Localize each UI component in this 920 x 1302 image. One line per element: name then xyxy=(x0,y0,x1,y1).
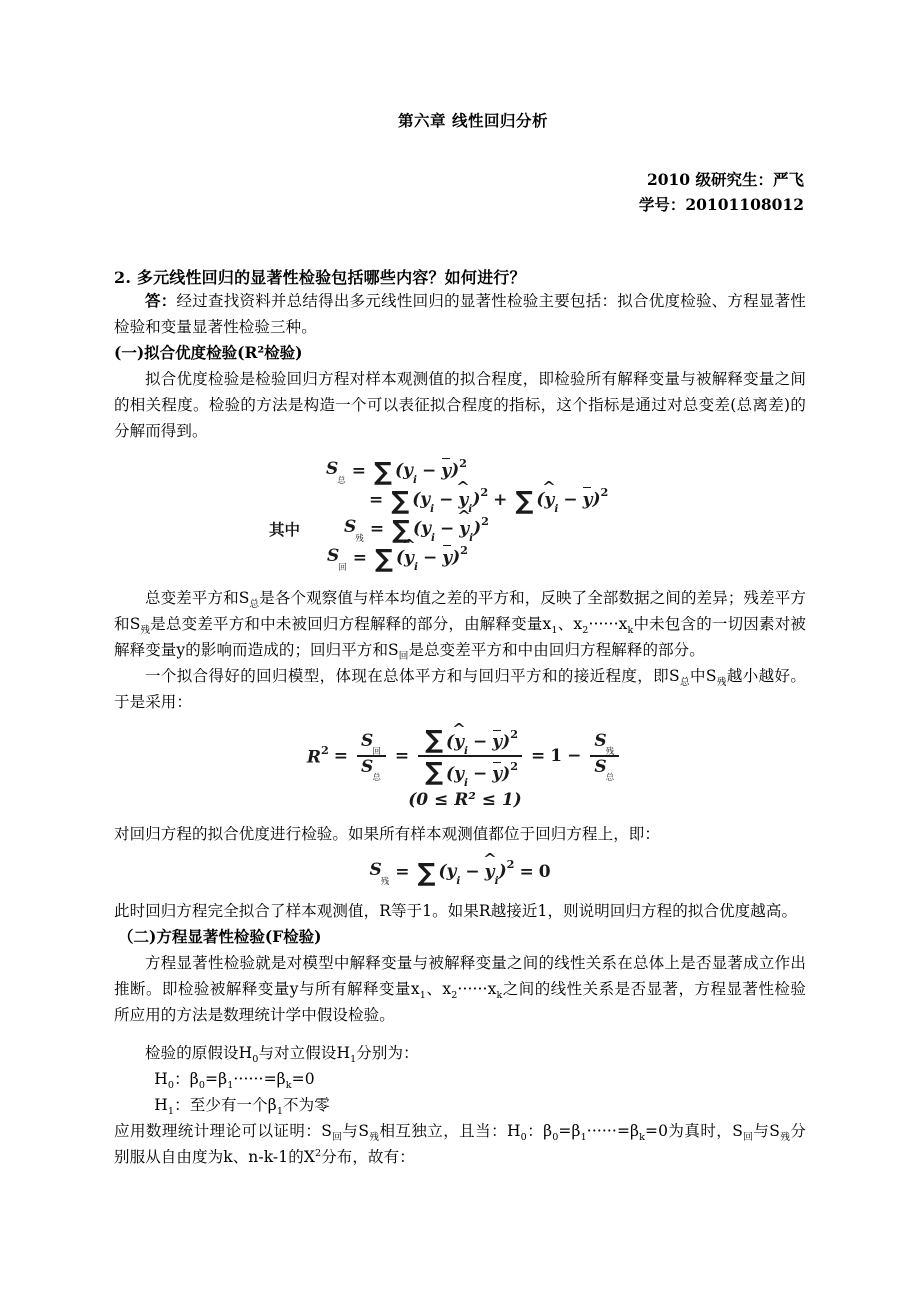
hypothesis-alt-line: $H_1$：至少有一个$\beta_1$不为零 xyxy=(154,1096,330,1118)
section-one-paragraph-1: 拟合优度检验是检验回归方程对样本观测值的拟合程度，即检验所有解释变量与被解释变量之间的相关程度。检验的方法是构造一个可以表征拟合程度的指标，这个指标是通过对总变差(总离差)的分解而得到。 xyxy=(114,370,806,440)
sigma-icon: ∑ xyxy=(375,544,393,573)
formula-label-qizhong: 其中 xyxy=(269,520,301,539)
fraction-sreg-over-stot: $\frac{S_回}{S_总}$ xyxy=(357,732,386,780)
r-squared-symbol: $R^2$ xyxy=(306,743,329,768)
sigma-icon: ∑ xyxy=(392,515,411,544)
sigma-icon: ∑ xyxy=(391,486,410,515)
formula-decomposition: $S_总$ = ∑ $(y_i - y)^2$ = ∑ ($y_i$ − ^ $y_i)^2$ + ∑ (^ $y_i - y)^2$ 其中 $S_残$ = ∑ ($y_i$ − ^ $y_i)^2$ $S_回$ = ∑ (^ $y_i - y)^2$ xyxy=(114,456,806,572)
formula-s-regression-lhs: $S_回$ xyxy=(327,546,347,573)
page-title: 第六章 线性回归分析 xyxy=(398,111,548,130)
sigma-icon: ∑ xyxy=(425,756,444,786)
answer-paragraph xyxy=(114,288,806,340)
author-meta-block xyxy=(114,167,806,217)
fraction-sum-over-sum: $\frac{\sum (\^{} y_i - y)^2}{\sum (y_i - y)^2}$ xyxy=(418,726,522,787)
sigma-icon: ∑ xyxy=(417,858,436,887)
r-squared-range: (0 ≤ R² ≤ 1) xyxy=(408,790,522,810)
section-one-paragraph-3: 一个拟合得好的回归模型，体现在总体平方和与回归平方和的接近程度，即$S_总$中$S_残$越小越好。于是采用： xyxy=(114,667,806,711)
sigma-icon: ∑ xyxy=(515,486,534,515)
formula-residual-zero: $S_残$ = ∑ ($y_i$ − ^ $y_i)^2$ = 0 xyxy=(114,857,806,886)
section-two-heading: （二)方程显著性检验(F检验) xyxy=(118,927,322,946)
student-id: 学号：20101108012 xyxy=(638,195,804,214)
section-one-paragraph-2: 总变差平方和$S_总$是各个观察值与样本均值之差的平方和，反映了全部数据之间的差异；残差平方和$S_残$是总变差平方和中未被回归方程解释的部分，由解释变量$x_1$、$x_2\cdot\cdot\cdot\cdot\cdot\cdot x_k$中未包含的一切因素对被解释变量y的影响而造成的；回归平方和$S_回$是总变差平方和中由回归方程解释的部分。 xyxy=(114,589,806,663)
formula-r-squared: $R^2$ = $\frac{S_回}{S_总}$ = $\frac{\sum (\^{} y_i - y)^2}{\sum (y_i - y)^2}$ = 1 − $\frac{S_残}{S_总}$ (0 ≤ R² ≤ 1) xyxy=(114,725,806,813)
fraction-sres-over-stot: $\frac{S_残}{S_总}$ xyxy=(590,732,619,780)
formula-s-total-lhs: $S_总$ xyxy=(326,459,346,486)
sigma-icon: ∑ xyxy=(374,457,392,486)
question-heading: 2. 多元线性回归的显著性检验包括哪些内容？如何进行？ xyxy=(114,268,526,287)
section-two-closing-paragraph: 应用数理统计理论可以证明：$S_回$与$S_残$相互独立，且当：$H_0$：$\beta_0=\beta_1\cdot\cdot\cdot\cdot\cdot\cdot=\beta_k=0$为真时，$S_回$与$S_残$分别服从自由度为k、n-k-1的$X^2$分布，故有： xyxy=(114,1122,806,1166)
sigma-icon: ∑ xyxy=(425,724,444,754)
section-one-paragraph-4: 对回归方程的拟合优度进行检验。如果所有样本观测值都位于回归方程上，即： xyxy=(114,825,661,843)
section-two-paragraph-2: 检验的原假设$H_0$与对立假设$H_1$分别为： xyxy=(145,1044,419,1066)
answer-text: 经过查找资料并总结得出多元线性回归的显著性检验主要包括：拟合优度检验、方程显著性检验和变量显著性检验三种。 xyxy=(114,292,806,336)
section-one-paragraph-5: 此时回归方程完全拟合了样本观测值，R等于1。如果R越接近1，则说明回归方程的拟合优度越高。 xyxy=(114,902,798,920)
s-residual-symbol: $S_残$ xyxy=(369,860,390,887)
formula-s-residual-lhs: $S_残$ xyxy=(344,517,364,544)
hypothesis-null-line: $H_0$：$\beta_0=\beta_1\cdot\cdot\cdot\cdot\cdot\cdot=\beta_k=0$ xyxy=(154,1070,315,1092)
section-two-paragraph-1: 方程显著性检验就是对模型中解释变量与被解释变量之间的线性关系在总体上是否显著成立作出推断。即检验被解释变量y与所有解释变量$x_1$、$x_2\cdot\cdot\cdot\cdot\cdot\cdot x_k$之间的线性关系是否显著，方程显著性检验所应用的方法是数理统计学中假设检验。 xyxy=(114,954,807,1024)
section-one-heading: (一)拟合优度检验(R²检验) xyxy=(114,343,303,362)
document-content xyxy=(114,0,806,1170)
answer-label: 答： xyxy=(145,291,177,310)
student-grade-name: 2010 级研究生：严飞 xyxy=(646,170,804,189)
